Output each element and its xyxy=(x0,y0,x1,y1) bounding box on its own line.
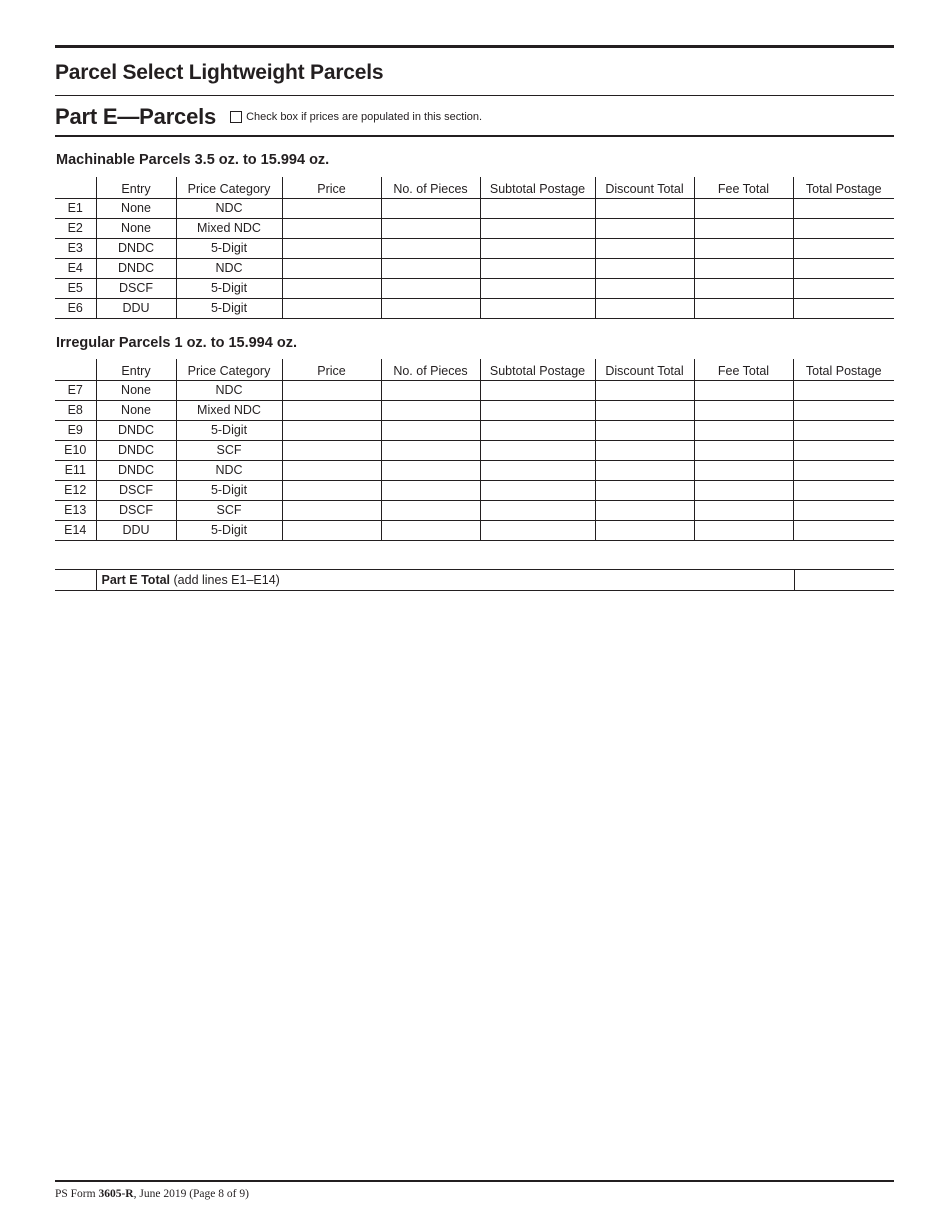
line-number: E6 xyxy=(55,298,96,318)
subtotal-postage-field[interactable] xyxy=(480,278,595,298)
fee-total-field[interactable] xyxy=(694,218,793,238)
entry-cell: DNDC xyxy=(96,460,176,480)
subtotal-postage-field[interactable] xyxy=(480,520,595,540)
total-postage-field[interactable] xyxy=(793,238,894,258)
form-footer xyxy=(55,1188,249,1200)
discount-total-field[interactable] xyxy=(595,298,694,318)
column-header: Subtotal Postage xyxy=(480,359,595,380)
price-category-cell: NDC xyxy=(176,198,282,218)
column-header: No. of Pieces xyxy=(381,177,480,198)
entry-cell: None xyxy=(96,400,176,420)
table-row xyxy=(55,500,894,520)
page-title: Parcel Select Lightweight Parcels xyxy=(55,61,384,84)
pieces-field[interactable] xyxy=(381,278,480,298)
total-postage-field[interactable] xyxy=(793,298,894,318)
fee-total-field[interactable] xyxy=(694,500,793,520)
subtotal-postage-field[interactable] xyxy=(480,380,595,400)
line-number: E1 xyxy=(55,198,96,218)
machinable-section-title: Machinable Parcels 3.5 oz. to 15.994 oz. xyxy=(56,152,330,168)
line-number: E12 xyxy=(55,480,96,500)
subtotal-postage-field[interactable] xyxy=(480,198,595,218)
price-category-cell: 5-Digit xyxy=(176,480,282,500)
checkbox-label: Check box if prices are populated in this section. xyxy=(246,111,483,123)
subtotal-postage-field[interactable] xyxy=(480,440,595,460)
table-row xyxy=(55,258,894,278)
price-field[interactable] xyxy=(282,460,381,480)
price-category-cell: NDC xyxy=(176,460,282,480)
entry-cell: DNDC xyxy=(96,238,176,258)
table-row xyxy=(55,298,894,318)
pieces-field[interactable] xyxy=(381,218,480,238)
pieces-field[interactable] xyxy=(381,380,480,400)
total-postage-field[interactable] xyxy=(793,520,894,540)
price-field[interactable] xyxy=(282,400,381,420)
pieces-field[interactable] xyxy=(381,258,480,278)
discount-total-field[interactable] xyxy=(595,198,694,218)
pieces-field[interactable] xyxy=(381,238,480,258)
table-row xyxy=(55,238,894,258)
column-header-row xyxy=(55,359,894,380)
subtotal-postage-field[interactable] xyxy=(480,238,595,258)
column-header: Entry xyxy=(96,359,176,380)
total-postage-field[interactable] xyxy=(793,258,894,278)
total-row xyxy=(55,570,894,591)
part-title: Part E—Parcels xyxy=(55,104,217,129)
total-line-cell xyxy=(55,570,96,591)
price-field[interactable] xyxy=(282,420,381,440)
price-category-cell: 5-Digit xyxy=(176,298,282,318)
total-postage-field[interactable] xyxy=(793,480,894,500)
price-category-cell: 5-Digit xyxy=(176,520,282,540)
footer-rule xyxy=(55,1180,894,1182)
machinable-table xyxy=(55,177,894,319)
total-postage-field[interactable] xyxy=(793,460,894,480)
fee-total-field[interactable] xyxy=(694,420,793,440)
price-field[interactable] xyxy=(282,258,381,278)
fee-total-field[interactable] xyxy=(694,400,793,420)
column-header: Price Category xyxy=(176,359,282,380)
fee-total-field[interactable] xyxy=(694,380,793,400)
entry-cell: None xyxy=(96,380,176,400)
line-number: E13 xyxy=(55,500,96,520)
subtotal-postage-field[interactable] xyxy=(480,480,595,500)
column-header: Entry xyxy=(96,177,176,198)
discount-total-field[interactable] xyxy=(595,400,694,420)
column-header: Discount Total xyxy=(595,359,694,380)
column-header: Total Postage xyxy=(793,177,894,198)
prices-populated-checkbox[interactable] xyxy=(230,111,242,123)
table-row xyxy=(55,400,894,420)
pieces-field[interactable] xyxy=(381,198,480,218)
entry-cell: DNDC xyxy=(96,440,176,460)
price-field[interactable] xyxy=(282,380,381,400)
line-number: E14 xyxy=(55,520,96,540)
subtotal-postage-field[interactable] xyxy=(480,400,595,420)
fee-total-field[interactable] xyxy=(694,238,793,258)
price-category-cell: NDC xyxy=(176,258,282,278)
price-category-cell: 5-Digit xyxy=(176,278,282,298)
price-category-cell: Mixed NDC xyxy=(176,218,282,238)
price-category-cell: NDC xyxy=(176,380,282,400)
price-field[interactable] xyxy=(282,298,381,318)
table-row xyxy=(55,440,894,460)
total-postage-field[interactable] xyxy=(793,218,894,238)
price-category-cell: Mixed NDC xyxy=(176,400,282,420)
part-e-total-table xyxy=(55,569,894,591)
column-header: Fee Total xyxy=(694,177,793,198)
discount-total-field[interactable] xyxy=(595,278,694,298)
discount-total-field[interactable] xyxy=(595,258,694,278)
irregular-table xyxy=(55,359,894,541)
total-postage-field[interactable] xyxy=(793,420,894,440)
total-postage-field[interactable] xyxy=(793,400,894,420)
column-header: Price xyxy=(282,177,381,198)
entry-cell: None xyxy=(96,198,176,218)
price-field[interactable] xyxy=(282,480,381,500)
column-header: Fee Total xyxy=(694,359,793,380)
fee-total-field[interactable] xyxy=(694,480,793,500)
total-label-bold: Part E Total xyxy=(101,573,171,587)
line-number: E4 xyxy=(55,258,96,278)
discount-total-field[interactable] xyxy=(595,500,694,520)
pieces-field[interactable] xyxy=(381,480,480,500)
title-rule xyxy=(55,95,894,96)
entry-cell: DDU xyxy=(96,298,176,318)
line-number: E8 xyxy=(55,400,96,420)
part-header xyxy=(55,103,482,131)
line-number: E5 xyxy=(55,278,96,298)
discount-total-field[interactable] xyxy=(595,238,694,258)
table-row xyxy=(55,218,894,238)
price-category-cell: 5-Digit xyxy=(176,420,282,440)
price-field[interactable] xyxy=(282,520,381,540)
footer-form-number: 3605-R xyxy=(98,1188,134,1200)
subtotal-postage-field[interactable] xyxy=(480,258,595,278)
subtotal-postage-field[interactable] xyxy=(480,218,595,238)
top-rule xyxy=(55,45,894,48)
entry-cell: None xyxy=(96,218,176,238)
discount-total-field[interactable] xyxy=(595,440,694,460)
line-number: E2 xyxy=(55,218,96,238)
fee-total-field[interactable] xyxy=(694,460,793,480)
price-field[interactable] xyxy=(282,198,381,218)
footer-prefix: PS Form xyxy=(55,1188,99,1200)
discount-total-field[interactable] xyxy=(595,480,694,500)
column-header: Price xyxy=(282,359,381,380)
fee-total-field[interactable] xyxy=(694,198,793,218)
irregular-section-title: Irregular Parcels 1 oz. to 15.994 oz. xyxy=(56,335,297,351)
pieces-field[interactable] xyxy=(381,400,480,420)
header-blank-cell xyxy=(55,359,96,380)
column-header: No. of Pieces xyxy=(381,359,480,380)
table-row xyxy=(55,420,894,440)
line-number: E11 xyxy=(55,460,96,480)
column-header: Price Category xyxy=(176,177,282,198)
table-row xyxy=(55,520,894,540)
column-header: Total Postage xyxy=(793,359,894,380)
fee-total-field[interactable] xyxy=(694,520,793,540)
entry-cell: DDU xyxy=(96,520,176,540)
fee-total-field[interactable] xyxy=(694,258,793,278)
table-row xyxy=(55,278,894,298)
entry-cell: DSCF xyxy=(96,480,176,500)
table-row xyxy=(55,460,894,480)
fee-total-field[interactable] xyxy=(694,298,793,318)
subtotal-postage-field[interactable] xyxy=(480,298,595,318)
price-field[interactable] xyxy=(282,218,381,238)
discount-total-field[interactable] xyxy=(595,380,694,400)
price-category-cell: 5-Digit xyxy=(176,238,282,258)
subtotal-postage-field[interactable] xyxy=(480,420,595,440)
entry-cell: DSCF xyxy=(96,500,176,520)
price-field[interactable] xyxy=(282,278,381,298)
discount-total-field[interactable] xyxy=(595,218,694,238)
pieces-field[interactable] xyxy=(381,440,480,460)
part-rule xyxy=(55,135,894,137)
price-field[interactable] xyxy=(282,500,381,520)
total-postage-field[interactable] xyxy=(793,440,894,460)
header-blank-cell xyxy=(55,177,96,198)
entry-cell: DNDC xyxy=(96,420,176,440)
discount-total-field[interactable] xyxy=(595,420,694,440)
line-number: E10 xyxy=(55,440,96,460)
line-number: E3 xyxy=(55,238,96,258)
price-field[interactable] xyxy=(282,440,381,460)
entry-cell: DSCF xyxy=(96,278,176,298)
line-number: E9 xyxy=(55,420,96,440)
total-label xyxy=(96,570,794,591)
discount-total-field[interactable] xyxy=(595,460,694,480)
fee-total-field[interactable] xyxy=(694,440,793,460)
column-header: Discount Total xyxy=(595,177,694,198)
table-row xyxy=(55,380,894,400)
total-postage-field[interactable] xyxy=(793,278,894,298)
discount-total-field[interactable] xyxy=(595,520,694,540)
column-header: Subtotal Postage xyxy=(480,177,595,198)
total-postage-field[interactable] xyxy=(793,380,894,400)
pieces-field[interactable] xyxy=(381,298,480,318)
entry-cell: DNDC xyxy=(96,258,176,278)
footer-suffix: , June 2019 (Page 8 of 9) xyxy=(133,1188,249,1200)
subtotal-postage-field[interactable] xyxy=(480,500,595,520)
pieces-field[interactable] xyxy=(381,520,480,540)
pieces-field[interactable] xyxy=(381,420,480,440)
pieces-field[interactable] xyxy=(381,460,480,480)
column-header-row xyxy=(55,177,894,198)
price-category-cell: SCF xyxy=(176,500,282,520)
table-row xyxy=(55,198,894,218)
table-row xyxy=(55,480,894,500)
price-category-cell: SCF xyxy=(176,440,282,460)
fee-total-field[interactable] xyxy=(694,278,793,298)
subtotal-postage-field[interactable] xyxy=(480,460,595,480)
total-postage-field[interactable] xyxy=(793,198,894,218)
total-postage-field[interactable] xyxy=(793,500,894,520)
pieces-field[interactable] xyxy=(381,500,480,520)
part-e-total-postage-field[interactable] xyxy=(794,570,894,591)
total-label-rest: (add lines E1–E14) xyxy=(170,573,280,587)
price-field[interactable] xyxy=(282,238,381,258)
line-number: E7 xyxy=(55,380,96,400)
